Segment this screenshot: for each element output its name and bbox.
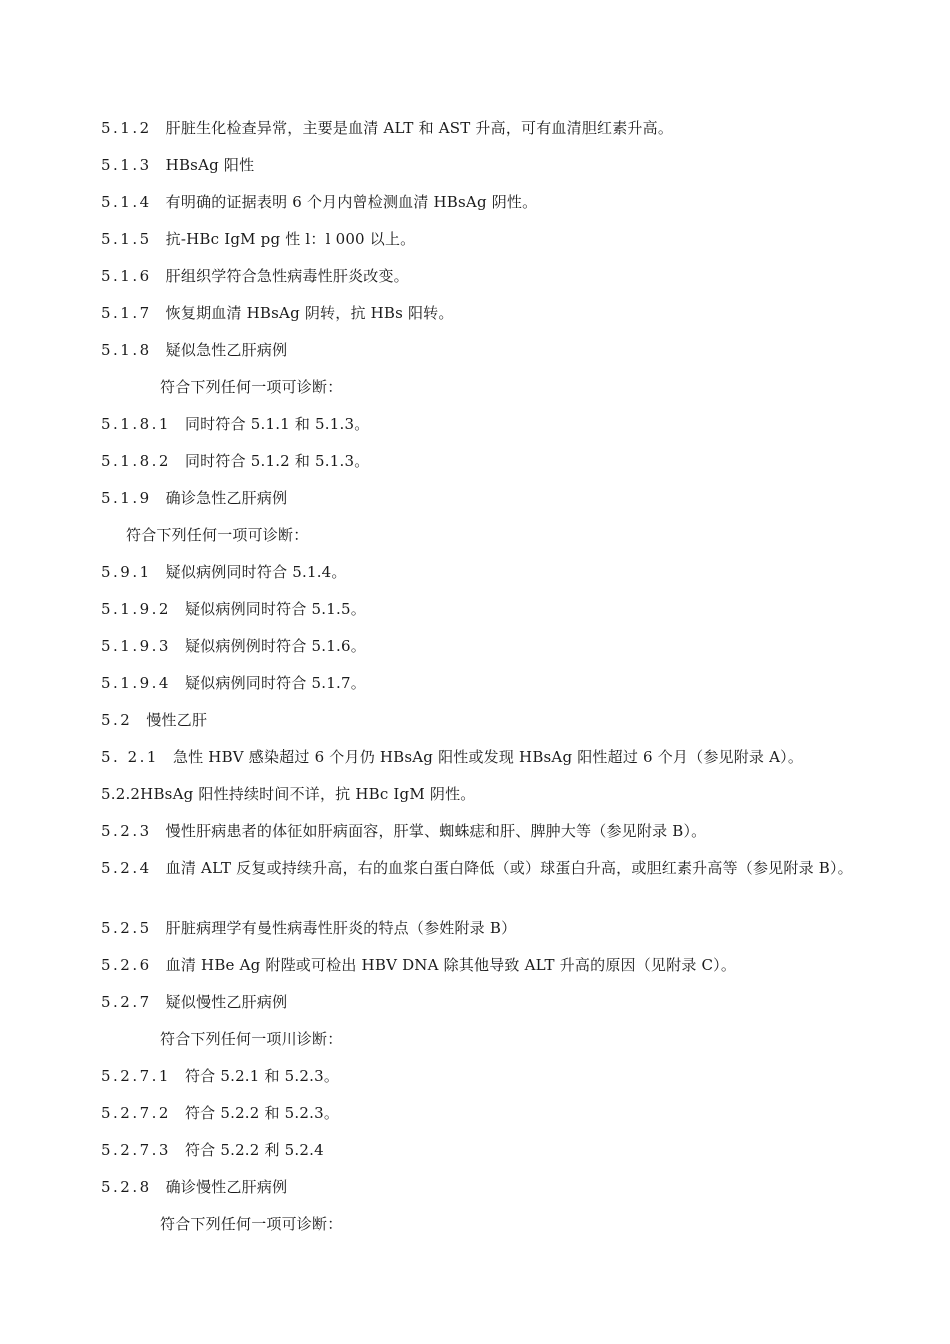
clause-5-1-4 xyxy=(101,192,537,212)
clause-5-1-3 xyxy=(101,155,254,175)
clause-text: 慢性肝病患者的体征如肝病面容，肝掌、蜘蛛痣和肝、脾肿大等（参见附录 B）。 xyxy=(165,822,707,840)
clause-5-2-7-2 xyxy=(101,1103,339,1123)
clause-number: 5.9.1 xyxy=(101,563,152,581)
clause-number: 5.1.7 xyxy=(101,304,152,322)
clause-number: 5.1.8.1 xyxy=(101,415,171,433)
clause-text: 肝组织学符合急性病毒性肝炎改变。 xyxy=(165,267,409,285)
clause-number: 5.2.7.1 xyxy=(101,1067,171,1085)
clause-text: 疑似病例同时符合 5.1.4。 xyxy=(165,563,347,581)
clause-text: 符合下列任何一项川诊断： xyxy=(160,1030,343,1048)
clause-number: 5.1.8 xyxy=(101,341,152,359)
clause-text: 符合 5.2.1 和 5.2.3。 xyxy=(184,1067,340,1085)
clause-5-2-5 xyxy=(101,918,516,938)
clause-text: 确诊慢性乙肝病例 xyxy=(165,1178,288,1196)
clause-5-2-1 xyxy=(101,747,803,767)
clause-text: 同时符合 5.1.2 和 5.1.3。 xyxy=(184,452,370,470)
clause-text: 肝脏病理学有曼性病毒性肝炎的特点（参姓附录 B） xyxy=(165,919,517,937)
clause-text: 抗-HBc IgM pg 性 l：l 000 以上。 xyxy=(165,230,416,248)
clause-text: 有明确的证据表明 6 个月内曾检测血清 HBsAg 阴性。 xyxy=(165,193,538,211)
clause-number: 5.2.6 xyxy=(101,956,152,974)
clause-number: 5.1.3 xyxy=(101,156,152,174)
clause-text: 5.2.2HBsAg 阳性持续时间不详，抗 HBc IgM 阴性。 xyxy=(101,785,476,803)
clause-text: 符合 5.2.2 和 5.2.3。 xyxy=(184,1104,340,1122)
diagnosis-criteria-intro xyxy=(160,1214,342,1234)
clause-5-2-8 xyxy=(101,1177,287,1197)
clause-number: 5.1.4 xyxy=(101,193,152,211)
clause-number: 5.1.6 xyxy=(101,267,152,285)
clause-5-1-7 xyxy=(101,303,454,323)
clause-5-2-7-1 xyxy=(101,1066,339,1086)
clause-text: HBsAg 阳性 xyxy=(165,156,255,174)
clause-text: 符合下列任何一项可诊断： xyxy=(160,1215,343,1233)
clause-number: 5.1.2 xyxy=(101,119,152,137)
clause-number: 5.2.5 xyxy=(101,919,152,937)
clause-text: 疑似病例同时符合 5.1.7。 xyxy=(184,674,366,692)
clause-number: 5.2.8 xyxy=(101,1178,152,1196)
clause-number: 5.1.8.2 xyxy=(101,452,171,470)
clause-text: 确诊急性乙肝病例 xyxy=(165,489,288,507)
clause-number: 5.2.7.2 xyxy=(101,1104,171,1122)
clause-5-1-6 xyxy=(101,266,409,286)
clause-text: 慢性乙肝 xyxy=(146,711,208,729)
clause-5-1-9-4 xyxy=(101,673,366,693)
clause-text: 同时符合 5.1.1 和 5.1.3。 xyxy=(184,415,370,433)
clause-number: 5.1.5 xyxy=(101,230,152,248)
clause-text: 符合下列任何一项可诊断： xyxy=(160,378,343,396)
clause-number: 5.2.3 xyxy=(101,822,152,840)
clause-5-1-5 xyxy=(101,229,415,249)
clause-5-1-9-2 xyxy=(101,599,366,619)
clause-text: 血清 ALT 反复或持续升高，右的血浆白蛋白降低（或）球蛋白升高，或胆红素升高等（参见附录 B）。 xyxy=(165,859,853,877)
section-5-2-heading xyxy=(101,710,207,730)
clause-text: 疑似病例例时符合 5.1.6。 xyxy=(184,637,366,655)
clause-number: 5.1.9.2 xyxy=(101,600,171,618)
clause-text: 符合下列任何一项可诊断： xyxy=(126,526,309,544)
clause-5-1-2 xyxy=(101,118,673,138)
clause-number: 5.2.7 xyxy=(101,993,152,1011)
clause-number: 5.1.9 xyxy=(101,489,152,507)
clause-text: 血清 HBe Ag 附陛或可检出 HBV DNA 除其他导致 ALT 升高的原因（见附录 C）。 xyxy=(165,956,737,974)
clause-text: 恢复期血清 HBsAg 阴转，抗 HBs 阳转。 xyxy=(165,304,454,322)
clause-5-1-9-3 xyxy=(101,636,366,656)
diagnosis-criteria-intro xyxy=(160,1029,342,1049)
clause-5-1-8 xyxy=(101,340,287,360)
clause-text: 急性 HBV 感染超过 6 个月仍 HBsAg 阳性或发现 HBsAg 阳性超过 6 个月（参见附录 A）。 xyxy=(172,748,804,766)
clause-5-2-6 xyxy=(101,955,736,975)
clause-5-1-8-1 xyxy=(101,414,369,434)
diagnosis-criteria-intro xyxy=(126,525,308,545)
clause-5-2-3 xyxy=(101,821,706,841)
diagnosis-criteria-intro xyxy=(160,377,342,397)
clause-5-2-2 xyxy=(101,784,475,804)
clause-number: 5. 2.1 xyxy=(101,748,159,766)
clause-number: 5.2 xyxy=(101,711,133,729)
clause-5-2-7 xyxy=(101,992,287,1012)
clause-5-9-1 xyxy=(101,562,347,582)
clause-number: 5.1.9.3 xyxy=(101,637,171,655)
clause-5-2-7-3 xyxy=(101,1140,324,1160)
clause-text: 肝脏生化检查异常，主要是血清 ALT 和 AST 升高，可有血清胆红素升高。 xyxy=(165,119,674,137)
clause-text: 疑似慢性乙肝病例 xyxy=(165,993,288,1011)
clause-text: 符合 5.2.2 利 5.2.4 xyxy=(184,1141,324,1159)
clause-5-1-9 xyxy=(101,488,287,508)
clause-number: 5.2.7.3 xyxy=(101,1141,171,1159)
clause-number: 5.1.9.4 xyxy=(101,674,171,692)
clause-number: 5.2.4 xyxy=(101,859,152,877)
clause-5-1-8-2 xyxy=(101,451,369,471)
clause-5-2-4 xyxy=(101,856,861,880)
clause-text: 疑似病例同时符合 5.1.5。 xyxy=(184,600,366,618)
clause-text: 疑似急性乙肝病例 xyxy=(165,341,288,359)
